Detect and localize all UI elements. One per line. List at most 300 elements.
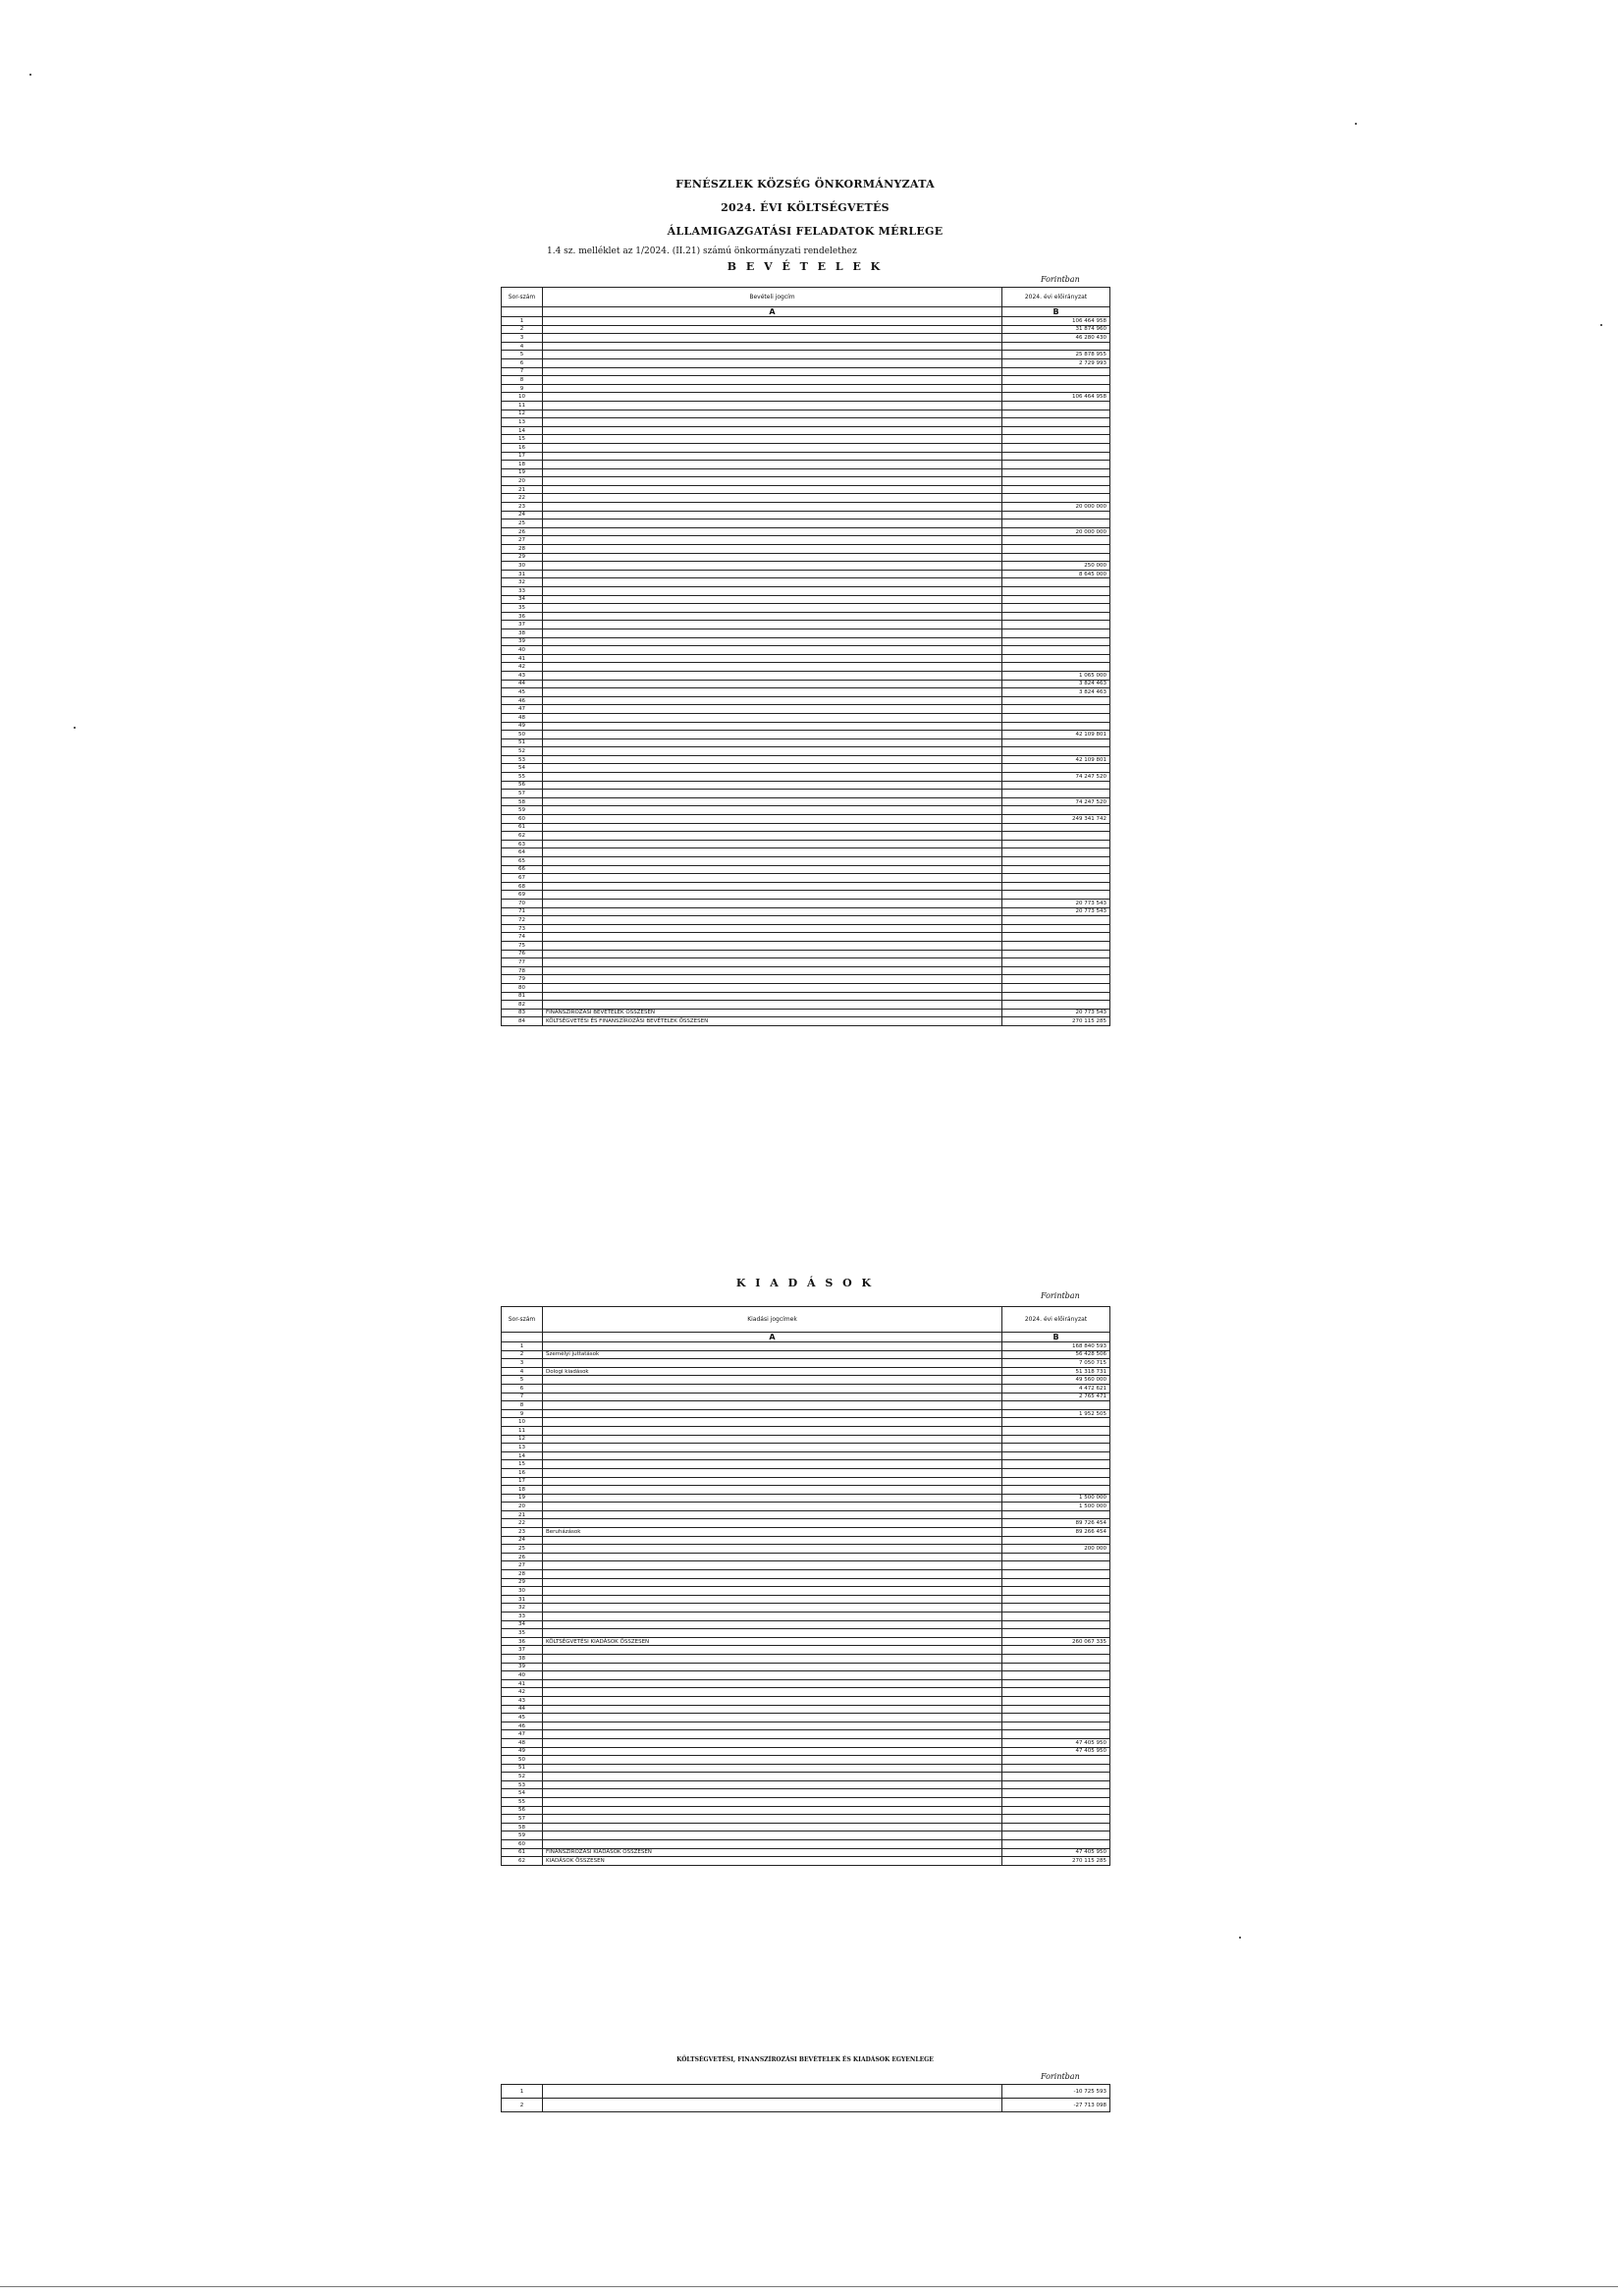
row-amount: [1002, 587, 1110, 596]
row-label: [543, 1510, 1002, 1519]
row-amount: [1002, 1468, 1110, 1477]
row-amount: [1002, 654, 1110, 663]
row-number: 49: [502, 1747, 543, 1756]
row-label: [543, 612, 1002, 621]
row-number: 7: [502, 1393, 543, 1401]
row-number: 54: [502, 1789, 543, 1798]
expenditure-table: [501, 1306, 1110, 1866]
row-amount: 2 729 993: [1002, 358, 1110, 367]
row-number: 47: [502, 705, 543, 714]
row-amount: [1002, 1671, 1110, 1680]
row-label: [543, 891, 1002, 900]
row-amount: 74 247 520: [1002, 797, 1110, 806]
row-label: [543, 848, 1002, 857]
table-row: [502, 722, 1110, 731]
row-number: 28: [502, 1570, 543, 1579]
row-amount: [1002, 764, 1110, 773]
row-amount: 1 952 505: [1002, 1409, 1110, 1418]
row-amount: [1002, 983, 1110, 992]
row-amount: [1002, 1587, 1110, 1596]
row-number: 47: [502, 1730, 543, 1739]
row-label: [543, 1561, 1002, 1570]
row-label: [543, 629, 1002, 637]
row-label: [543, 511, 1002, 519]
row-amount: [1002, 461, 1110, 469]
row-amount: 47 405 950: [1002, 1738, 1110, 1747]
row-label: [543, 578, 1002, 587]
row-number: 39: [502, 637, 543, 646]
row-label: [543, 1714, 1002, 1722]
row-amount: 20 773 543: [1002, 907, 1110, 916]
scan-edge-line: [0, 2286, 1618, 2287]
row-label: [543, 342, 1002, 351]
table-row: [502, 1714, 1110, 1722]
row-number: 67: [502, 874, 543, 883]
row-number: 15: [502, 1460, 543, 1469]
table-row: [502, 1342, 1110, 1351]
row-label: [543, 1840, 1002, 1849]
table-row: [502, 933, 1110, 942]
row-label: [543, 1460, 1002, 1469]
table-row: [502, 1435, 1110, 1444]
table-row: [502, 1620, 1110, 1629]
row-label: [543, 1646, 1002, 1655]
table-row: [502, 1401, 1110, 1410]
row-label: [543, 790, 1002, 798]
row-label: [543, 426, 1002, 435]
row-label: [543, 418, 1002, 427]
table-row: [502, 747, 1110, 756]
row-amount: -27 713 098: [1002, 2099, 1110, 2112]
row-label: [543, 950, 1002, 958]
row-amount: [1002, 1613, 1110, 1621]
row-label: [543, 815, 1002, 824]
row-amount: [1002, 477, 1110, 486]
row-amount: [1002, 401, 1110, 410]
table-row: [502, 519, 1110, 528]
row-number: 21: [502, 485, 543, 494]
row-label: [543, 899, 1002, 907]
row-number: 62: [502, 832, 543, 841]
row-amount: 42 109 801: [1002, 755, 1110, 764]
row-amount: [1002, 781, 1110, 790]
table-row: [502, 435, 1110, 444]
row-amount: 1 500 000: [1002, 1503, 1110, 1511]
table-row: [502, 738, 1110, 747]
table-row: [502, 1663, 1110, 1671]
row-label: [543, 1486, 1002, 1495]
table-row: [502, 1798, 1110, 1807]
row-label: [543, 553, 1002, 562]
row-label: [543, 1503, 1002, 1511]
row-number: 51: [502, 1764, 543, 1773]
expenditure-unit: Forintban: [1041, 1291, 1080, 1300]
row-amount: 42 109 801: [1002, 731, 1110, 739]
row-amount: 249 341 742: [1002, 815, 1110, 824]
row-number: 77: [502, 958, 543, 967]
row-number: 71: [502, 907, 543, 916]
row-amount: 56 428 506: [1002, 1350, 1110, 1359]
row-number: 5: [502, 351, 543, 359]
col-letter-b: B: [1002, 1333, 1110, 1342]
row-amount: 1 500 000: [1002, 1494, 1110, 1503]
row-number: 70: [502, 899, 543, 907]
row-amount: 2 765 471: [1002, 1393, 1110, 1401]
row-label: [543, 1595, 1002, 1604]
row-label: [543, 1654, 1002, 1663]
row-amount: [1002, 1510, 1110, 1519]
row-amount: 74 247 520: [1002, 773, 1110, 782]
table-row: [502, 1613, 1110, 1621]
table-row: [502, 1773, 1110, 1781]
col-letter-a: A: [543, 307, 1002, 317]
table-row: [502, 1604, 1110, 1613]
table-row: [502, 604, 1110, 613]
row-amount: [1002, 1705, 1110, 1714]
table-row: [502, 713, 1110, 722]
row-label: [543, 1679, 1002, 1688]
row-label: [543, 705, 1002, 714]
row-amount: [1002, 1823, 1110, 1831]
row-amount: 47 405 950: [1002, 1747, 1110, 1756]
table-row: [502, 1553, 1110, 1561]
table-row: [502, 731, 1110, 739]
row-number: 2: [502, 2099, 543, 2112]
table-row: [502, 1646, 1110, 1655]
table-row: [502, 1494, 1110, 1503]
row-label: [543, 367, 1002, 376]
row-label: [543, 1823, 1002, 1831]
table-row: [502, 857, 1110, 866]
row-number: 22: [502, 1519, 543, 1528]
row-amount: 260 067 335: [1002, 1637, 1110, 1646]
table-row: [502, 2099, 1110, 2112]
row-amount: [1002, 612, 1110, 621]
table-row: [502, 663, 1110, 672]
table-row: [502, 1578, 1110, 1587]
row-amount: [1002, 443, 1110, 452]
table-row: [502, 1503, 1110, 1511]
row-label: [543, 1570, 1002, 1579]
row-number: 14: [502, 1451, 543, 1460]
row-label: [543, 1376, 1002, 1385]
row-label: [543, 410, 1002, 418]
row-amount: 200 000: [1002, 1545, 1110, 1554]
row-label: [543, 646, 1002, 655]
row-amount: [1002, 1806, 1110, 1815]
row-amount: [1002, 1418, 1110, 1427]
scan-speck: [29, 74, 31, 76]
row-amount: 51 318 731: [1002, 1367, 1110, 1376]
row-label: [543, 958, 1002, 967]
table-row: [502, 1696, 1110, 1705]
row-label: [543, 1545, 1002, 1554]
row-number: 24: [502, 1536, 543, 1545]
row-number: 8: [502, 376, 543, 385]
row-amount: [1002, 874, 1110, 883]
row-amount: [1002, 1780, 1110, 1789]
table-row: [502, 1418, 1110, 1427]
row-label: [543, 1705, 1002, 1714]
row-label: [543, 485, 1002, 494]
row-number: 81: [502, 992, 543, 1001]
row-number: 7: [502, 367, 543, 376]
table-row: [502, 621, 1110, 629]
table-row: [502, 941, 1110, 950]
table-row: [502, 1595, 1110, 1604]
table-row: [502, 1384, 1110, 1393]
table-row: [502, 1688, 1110, 1697]
table-row: [502, 1376, 1110, 1385]
table-row: [502, 317, 1110, 326]
row-number: 18: [502, 1486, 543, 1495]
row-amount: [1002, 950, 1110, 958]
table-row: [502, 477, 1110, 486]
row-number: 27: [502, 1561, 543, 1570]
row-label: [543, 1730, 1002, 1739]
table-row: [502, 553, 1110, 562]
col-no-header: Sor-szám: [502, 288, 543, 307]
row-number: 8: [502, 1401, 543, 1410]
balance-table: [501, 2084, 1110, 2112]
row-amount: [1002, 958, 1110, 967]
row-number: 32: [502, 578, 543, 587]
table-row: [502, 485, 1110, 494]
table-row: [502, 840, 1110, 848]
row-label: [543, 376, 1002, 385]
row-label: [543, 1426, 1002, 1435]
row-label: [543, 1620, 1002, 1629]
row-number: 41: [502, 654, 543, 663]
table-row: [502, 1848, 1110, 1857]
table-row: [502, 418, 1110, 427]
row-number: 10: [502, 1418, 543, 1427]
row-amount: [1002, 367, 1110, 376]
row-label: [543, 832, 1002, 841]
table-row: [502, 1468, 1110, 1477]
row-number: 61: [502, 823, 543, 832]
table-row: [502, 342, 1110, 351]
row-label: [543, 595, 1002, 604]
row-amount: [1002, 823, 1110, 832]
row-label: [543, 2085, 1002, 2099]
table-row: [502, 680, 1110, 688]
row-number: 45: [502, 1714, 543, 1722]
row-number: 78: [502, 966, 543, 975]
row-number: 6: [502, 358, 543, 367]
row-label: [543, 916, 1002, 925]
row-label: [543, 1536, 1002, 1545]
table-row: [502, 358, 1110, 367]
row-number: 12: [502, 1435, 543, 1444]
row-label: [543, 1756, 1002, 1765]
table-row: [502, 907, 1110, 916]
row-label: [543, 604, 1002, 613]
row-label: [543, 503, 1002, 512]
row-amount: [1002, 494, 1110, 503]
row-label: [543, 1663, 1002, 1671]
balance-unit: Forintban: [1041, 2072, 1080, 2081]
row-label: [543, 1451, 1002, 1460]
table-row: [502, 1017, 1110, 1026]
row-amount: 25 878 955: [1002, 351, 1110, 359]
row-amount: [1002, 1840, 1110, 1849]
table-row: [502, 1831, 1110, 1840]
row-number: 34: [502, 1620, 543, 1629]
row-amount: [1002, 1595, 1110, 1604]
row-label: KIADÁSOK ÖSSZESEN: [543, 1857, 1002, 1866]
row-label: [543, 570, 1002, 578]
row-number: 43: [502, 1696, 543, 1705]
table-row: [502, 511, 1110, 519]
row-number: 40: [502, 1671, 543, 1680]
row-number: 21: [502, 1510, 543, 1519]
row-label: [543, 747, 1002, 756]
scan-speck: [1239, 1937, 1241, 1939]
row-amount: [1002, 1679, 1110, 1688]
revenue-unit: Forintban: [1041, 275, 1080, 284]
table-row: [502, 1806, 1110, 1815]
row-number: 31: [502, 570, 543, 578]
row-amount: 20 773 543: [1002, 899, 1110, 907]
row-amount: [1002, 1426, 1110, 1435]
row-amount: [1002, 738, 1110, 747]
row-amount: [1002, 1477, 1110, 1486]
row-number: 44: [502, 680, 543, 688]
table-row: [502, 1477, 1110, 1486]
table-row: [502, 755, 1110, 764]
row-label: [543, 983, 1002, 992]
row-number: 1: [502, 317, 543, 326]
row-amount: [1002, 1444, 1110, 1452]
row-number: 6: [502, 1384, 543, 1393]
row-label: [543, 865, 1002, 874]
row-number: 3: [502, 334, 543, 343]
row-number: 28: [502, 545, 543, 554]
row-label: [543, 325, 1002, 334]
row-number: 16: [502, 443, 543, 452]
row-label: [543, 1798, 1002, 1807]
row-label: [543, 1553, 1002, 1561]
row-number: 37: [502, 1646, 543, 1655]
row-amount: [1002, 848, 1110, 857]
table-row: [502, 1789, 1110, 1798]
table-row: [502, 1426, 1110, 1435]
table-row: [502, 1001, 1110, 1010]
row-number: 30: [502, 562, 543, 571]
row-label: [543, 468, 1002, 477]
table-row: [502, 367, 1110, 376]
row-label: [543, 924, 1002, 933]
table-row: [502, 654, 1110, 663]
row-amount: [1002, 1722, 1110, 1730]
row-label: [543, 1384, 1002, 1393]
row-number: 9: [502, 1409, 543, 1418]
row-number: 57: [502, 790, 543, 798]
revenue-title: B E V É T E L E K: [727, 260, 884, 273]
row-number: 36: [502, 612, 543, 621]
row-label: [543, 1519, 1002, 1528]
row-number: 1: [502, 2085, 543, 2099]
row-amount: 89 726 454: [1002, 1519, 1110, 1528]
table-row: [502, 764, 1110, 773]
row-number: 80: [502, 983, 543, 992]
table-row: [502, 781, 1110, 790]
table-row: [502, 426, 1110, 435]
row-number: 29: [502, 1578, 543, 1587]
row-amount: [1002, 975, 1110, 984]
row-amount: [1002, 1831, 1110, 1840]
row-number: 11: [502, 1426, 543, 1435]
row-amount: [1002, 452, 1110, 461]
row-amount: [1002, 1696, 1110, 1705]
row-label: [543, 1629, 1002, 1638]
table-row: [502, 916, 1110, 925]
table-row: [502, 1367, 1110, 1376]
row-amount: [1002, 1663, 1110, 1671]
row-label: [543, 1444, 1002, 1452]
table-row: [502, 671, 1110, 680]
row-number: 72: [502, 916, 543, 925]
table-row: [502, 393, 1110, 402]
table-row: [502, 823, 1110, 832]
balance-title: KÖLTSÉGVETÉSI, FINANSZÍROZÁSI BEVÉTELEK ÉS KIADÁSOK EGYENLEGE: [676, 2056, 934, 2063]
row-number: 1: [502, 1342, 543, 1351]
row-amount: [1002, 578, 1110, 587]
row-label: [543, 1806, 1002, 1815]
col-amount-header: 2024. évi előirányzat: [1002, 288, 1110, 307]
row-label: [543, 671, 1002, 680]
row-number: 52: [502, 747, 543, 756]
row-amount: [1002, 840, 1110, 848]
row-amount: [1002, 966, 1110, 975]
row-amount: [1002, 342, 1110, 351]
table-row: [502, 874, 1110, 883]
row-number: 5: [502, 1376, 543, 1385]
row-label: [543, 1688, 1002, 1697]
row-amount: [1002, 435, 1110, 444]
row-amount: [1002, 384, 1110, 393]
row-number: 46: [502, 1722, 543, 1730]
row-label: [543, 1001, 1002, 1010]
row-number: 17: [502, 1477, 543, 1486]
row-label: [543, 1604, 1002, 1613]
row-number: 25: [502, 1545, 543, 1554]
row-number: 64: [502, 848, 543, 857]
row-label: [543, 823, 1002, 832]
row-amount: [1002, 519, 1110, 528]
row-label: [543, 461, 1002, 469]
row-number: 14: [502, 426, 543, 435]
row-amount: 49 560 000: [1002, 1376, 1110, 1385]
row-amount: [1002, 832, 1110, 841]
row-label: [543, 713, 1002, 722]
row-number: 38: [502, 629, 543, 637]
table-row: [502, 1705, 1110, 1714]
row-amount: [1002, 418, 1110, 427]
row-label: [543, 663, 1002, 672]
row-number: 52: [502, 1773, 543, 1781]
header-line-2: 2024. ÉVI KÖLTSÉGVETÉS: [721, 201, 890, 214]
table-row: [502, 1679, 1110, 1688]
table-row: [502, 578, 1110, 587]
table-row: [502, 1519, 1110, 1528]
row-number: 37: [502, 621, 543, 629]
table-row: [502, 1756, 1110, 1765]
row-label: [543, 1409, 1002, 1418]
row-number: 75: [502, 941, 543, 950]
row-label: [543, 443, 1002, 452]
